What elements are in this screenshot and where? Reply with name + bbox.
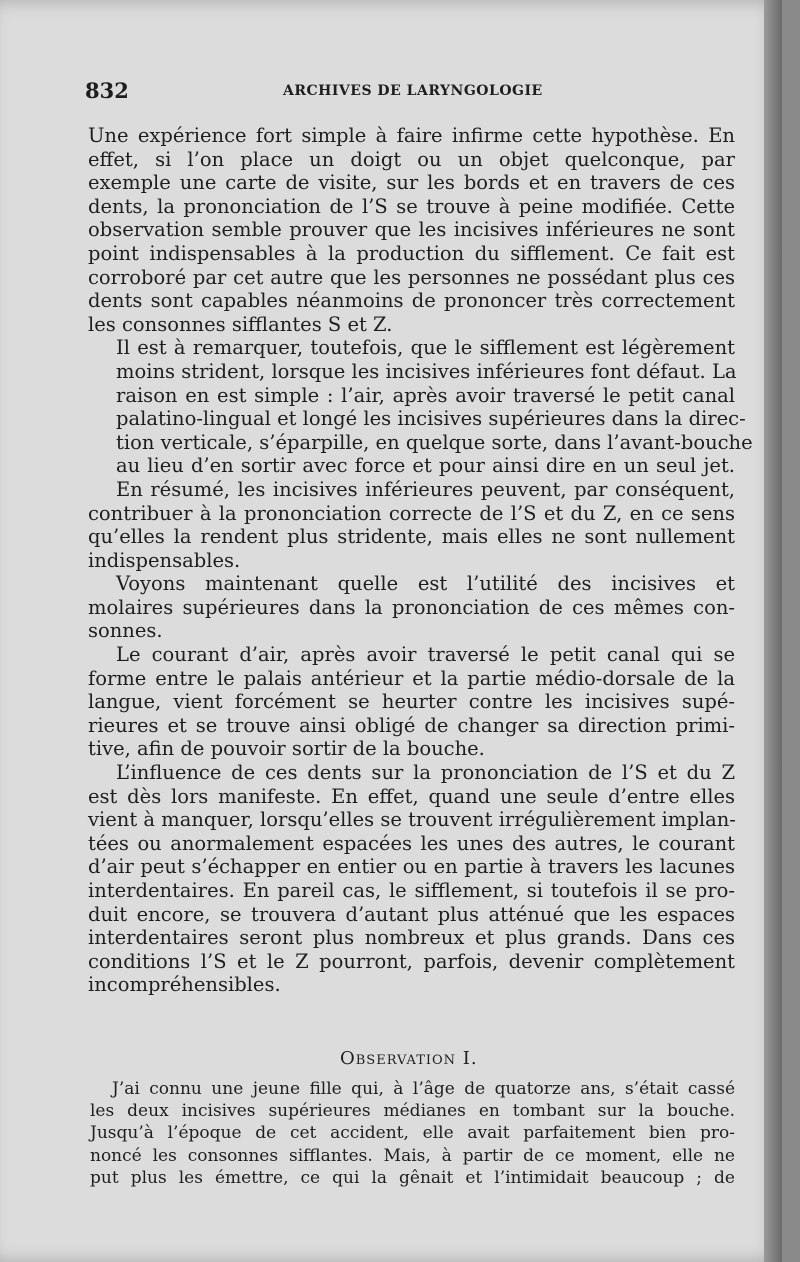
text-line: Voyons maintenant quelle est l’utilité des incisives et <box>116 572 735 596</box>
text-line: Le courant d’air, après avoir traversé le petit canal qui se <box>116 643 735 667</box>
observation-text <box>90 1078 735 1189</box>
text-line: point indispensables à la production du sifflement. Ce fait est <box>88 241 735 265</box>
text-line: d’air peut s’échapper en entier ou en partie à travers les lacunes <box>88 855 735 879</box>
text-line: indispensables. <box>88 548 241 572</box>
text-line: rieures et se trouve ainsi obligé de changer sa direction primi- <box>88 713 735 737</box>
observation-heading: Observation I. <box>340 1048 478 1069</box>
text-line: au lieu d’en sortir avec force et pour ainsi dire en un seul jet. <box>116 454 735 478</box>
text-line: L’influence de ces dents sur la prononciation de l’S et du Z <box>116 761 735 785</box>
text-line: J’ai connu une jeune fille qui, à l’âge de quatorze ans, s’était cassé <box>112 1079 735 1099</box>
text-line: Jusqu’à l’époque de cet accident, elle avait parfaitement bien pro- <box>90 1123 735 1144</box>
text-line: tées ou anormalement espacées les unes des autres, le courant <box>88 831 735 855</box>
text-line: Une expérience fort simple à faire infirme cette hypothèse. En <box>88 124 735 147</box>
text-line: raison en est simple : l’air, après avoir traversé le petit canal <box>116 383 735 407</box>
paragraph-6 <box>88 761 735 997</box>
text-line: put plus les émettre, ce qui la gênait et l’intimidait beaucoup ; de <box>90 1167 735 1188</box>
text-line: effet, si l’on place un doigt ou un objet quelconque, par <box>88 147 735 171</box>
paragraph-5 <box>88 643 735 761</box>
text-line: vient à manquer, lorsqu’elles se trouvent irrégulièrement implan- <box>88 808 736 832</box>
page-gutter-shadow <box>764 0 782 1262</box>
paragraph-1 <box>88 124 735 336</box>
page-number: 832 <box>85 78 129 103</box>
text-line: incompréhensibles. <box>88 973 281 997</box>
text-line: langue, vient forcément se heurter contre les incisives supé- <box>88 690 735 714</box>
text-line: exemple une carte de visite, sur les bords et en travers de ces <box>88 171 735 195</box>
text-line: forme entre le palais antérieur et la partie médio-dorsale de la <box>88 666 735 690</box>
text-line: noncé les consonnes sifflantes. Mais, à partir de ce moment, elle ne <box>90 1145 735 1166</box>
text-line: observation semble prouver que les incisives inférieures ne sont <box>88 218 735 242</box>
main-text <box>88 124 753 997</box>
paragraph-4 <box>88 572 735 643</box>
paragraph-2 <box>88 336 753 478</box>
text-line: corroboré par cet autre que les personnes ne possédant plus ces <box>88 265 735 289</box>
text-line: les consonnes sifflantes S et Z. <box>88 312 393 336</box>
text-line: contribuer à la prononciation correcte de l’S et du Z, en ce sens <box>88 501 735 525</box>
text-line: Il est à remarquer, toutefois, que le sifflement est légèrement <box>116 336 735 360</box>
text-line: les deux incisives supérieures médianes en tombant sur la bouche. <box>90 1101 735 1122</box>
text-line: sonnes. <box>88 619 163 643</box>
text-line: conditions l’S et le Z pourront, parfois, devenir complètement <box>88 949 735 973</box>
text-line: dents, la prononciation de l’S se trouve à peine modifiée. Cette <box>88 194 735 218</box>
text-line: dents sont capables néanmoins de prononcer très correctement <box>88 289 735 313</box>
paragraph-3 <box>88 478 735 572</box>
running-head: ARCHIVES DE LARYNGOLOGIE <box>283 83 543 99</box>
text-line: molaires supérieures dans la prononciation de ces mêmes con- <box>88 595 735 619</box>
text-line: moins strident, lorsque les incisives inférieures font défaut. La <box>116 359 737 383</box>
text-line: En résumé, les incisives inférieures peuvent, par conséquent, <box>116 477 735 501</box>
text-line: palatino-lingual et longé les incisives supérieures dans la direc- <box>116 407 746 431</box>
text-line: tive, afin de pouvoir sortir de la bouche. <box>88 737 485 761</box>
text-line: tion verticale, s’éparpille, en quelque sorte, dans l’avant-bouche <box>116 430 753 454</box>
text-line: interdentaires. En pareil cas, le sifflement, si toutefois il se pro- <box>88 879 735 902</box>
text-line: duit encore, se trouvera d’autant plus atténué que les espaces <box>88 902 735 926</box>
text-line: est dès lors manifeste. En effet, quand une seule d’entre elles <box>88 784 735 808</box>
text-line: qu’elles la rendent plus stridente, mais elles ne sont nullement <box>88 525 735 549</box>
text-line: interdentaires seront plus nombreux et plus grands. Dans ces <box>88 926 735 950</box>
